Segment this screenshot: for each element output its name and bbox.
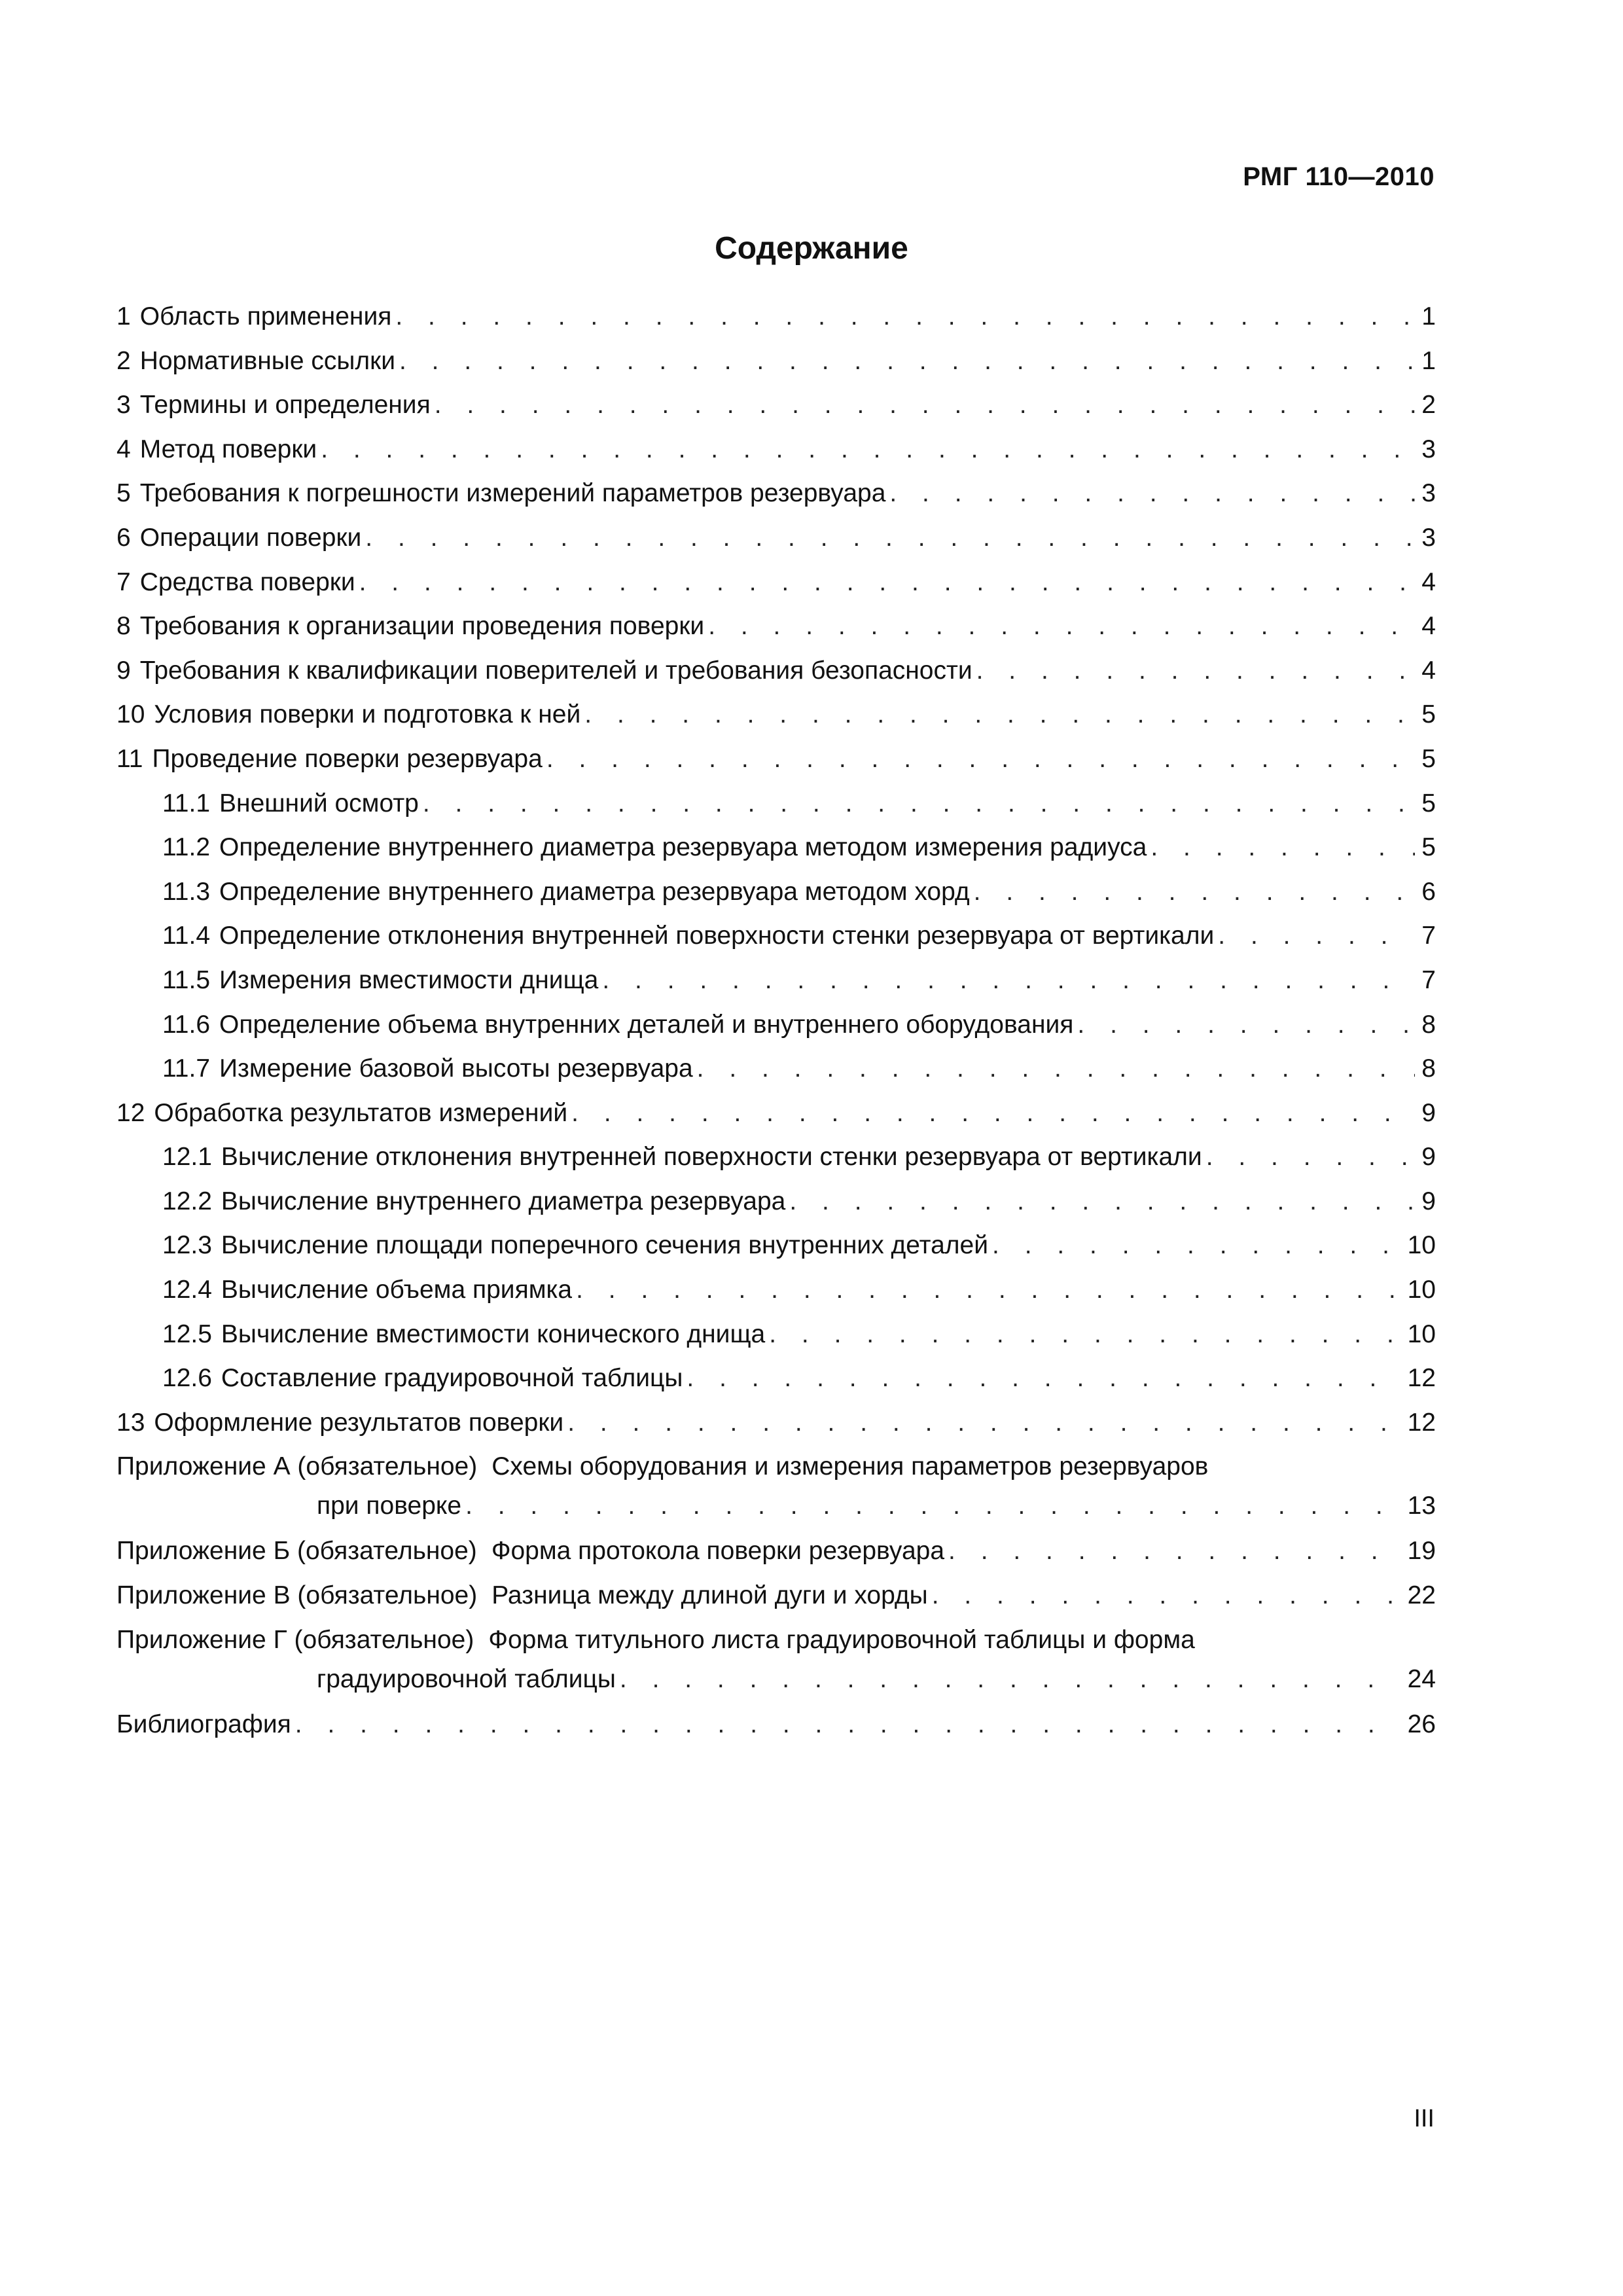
toc-entry-page: 6 bbox=[1421, 877, 1436, 906]
toc-entry[interactable] bbox=[116, 1011, 1436, 1055]
toc-leader-dots bbox=[465, 1492, 1401, 1520]
toc-leader-dots bbox=[687, 1364, 1400, 1393]
toc-entry-page: 12 bbox=[1407, 1364, 1436, 1393]
toc-entry[interactable] bbox=[116, 1408, 1436, 1453]
toc-entry[interactable] bbox=[116, 656, 1436, 701]
toc-entry[interactable] bbox=[116, 302, 1436, 347]
toc-entry-page: 1 bbox=[1421, 302, 1436, 331]
toc-entry-page: 12 bbox=[1407, 1408, 1436, 1437]
toc-entry-text: Средства поверки bbox=[139, 567, 355, 596]
toc-leader-dots bbox=[992, 1231, 1401, 1260]
toc-entry-text: Определение внутреннего диаметра резервуара методом измерения радиуса bbox=[219, 833, 1147, 862]
toc-entry-number: 13 bbox=[116, 1408, 145, 1437]
toc-entry-page: 22 bbox=[1407, 1581, 1436, 1610]
toc-entry-number: 5 bbox=[116, 479, 131, 508]
toc-entry-text: Внешний осмотр bbox=[219, 789, 419, 817]
toc-leader-dots bbox=[948, 1537, 1401, 1566]
annex-title-line1: Разница между длиной дуги и хорды bbox=[491, 1581, 928, 1610]
toc-entry[interactable] bbox=[116, 391, 1436, 435]
toc-entry[interactable] bbox=[116, 1099, 1436, 1143]
toc-entry-page: 3 bbox=[1421, 479, 1436, 508]
table-of-contents bbox=[116, 302, 1436, 1754]
annex-title-line1: Форма протокола поверки резервуара bbox=[491, 1537, 945, 1566]
page-code: РМГ 110—2010 bbox=[1243, 162, 1435, 191]
toc-entry[interactable] bbox=[116, 568, 1436, 613]
annex-title-line2: градуировочной таблицы bbox=[317, 1664, 616, 1693]
toc-entry-page: 19 bbox=[1407, 1537, 1436, 1566]
toc-entry[interactable] bbox=[116, 1187, 1436, 1232]
toc-entry-number: 1 bbox=[116, 302, 131, 331]
toc-entry-number: 10 bbox=[116, 700, 145, 729]
toc-entry-number: 11.6 bbox=[162, 1010, 211, 1039]
toc-entry-page: 5 bbox=[1421, 744, 1436, 773]
toc-leader-dots bbox=[567, 1408, 1400, 1437]
toc-entry-text: Измерения вместимости днища bbox=[219, 965, 599, 994]
toc-entry[interactable] bbox=[116, 1143, 1436, 1187]
toc-entry-number: 12.2 bbox=[162, 1187, 212, 1215]
toc-leader-dots bbox=[1077, 1011, 1415, 1039]
toc-entry-text: Вычисление внутреннего диаметра резервуара bbox=[221, 1187, 786, 1215]
page-number: III bbox=[1414, 2105, 1435, 2132]
toc-leader-dots bbox=[584, 700, 1415, 729]
toc-entry[interactable] bbox=[116, 435, 1436, 480]
toc-entry[interactable] bbox=[116, 700, 1436, 745]
toc-entry-page: 10 bbox=[1407, 1276, 1436, 1304]
toc-entry-number: 11.7 bbox=[162, 1054, 211, 1083]
toc-leader-dots bbox=[365, 524, 1415, 552]
toc-entry-number: 12 bbox=[116, 1098, 145, 1127]
toc-entry-page: 7 bbox=[1421, 922, 1436, 950]
toc-entry-number: 7 bbox=[116, 567, 131, 596]
toc-entry-page: 13 bbox=[1407, 1492, 1436, 1520]
toc-entry[interactable] bbox=[116, 966, 1436, 1011]
toc-entry-page: 4 bbox=[1421, 567, 1436, 596]
toc-entry-text: Термины и определения bbox=[139, 391, 431, 420]
page-title: Содержание bbox=[715, 231, 908, 266]
annex-label: Приложение Г (обязательное) bbox=[116, 1625, 474, 1654]
toc-entry-text: Область применения bbox=[139, 302, 392, 331]
toc-annex-entry[interactable] bbox=[116, 1581, 1436, 1626]
toc-entry[interactable] bbox=[116, 878, 1436, 922]
toc-entry-text: Вычисление отклонения внутренней поверхности стенки резервуара от вертикали bbox=[221, 1143, 1202, 1172]
toc-entry-number: 8 bbox=[116, 612, 131, 641]
toc-annex-entry[interactable] bbox=[116, 1626, 1436, 1710]
toc-leader-dots bbox=[435, 391, 1416, 420]
toc-entry[interactable] bbox=[116, 1320, 1436, 1365]
toc-entry-number: 11 bbox=[116, 744, 143, 773]
toc-leader-dots bbox=[789, 1187, 1415, 1216]
toc-entry-bibliography[interactable] bbox=[116, 1710, 1436, 1755]
toc-entry-number: 6 bbox=[116, 523, 131, 552]
toc-leader-dots bbox=[932, 1581, 1401, 1610]
toc-leader-dots bbox=[769, 1320, 1400, 1349]
toc-entry-text: Определение внутреннего диаметра резервуара методом хорд bbox=[219, 877, 970, 906]
toc-leader-dots bbox=[889, 479, 1415, 508]
toc-leader-dots bbox=[602, 966, 1415, 995]
toc-entry-number: 11.1 bbox=[162, 789, 211, 817]
toc-leader-dots bbox=[974, 878, 1416, 906]
toc-entry-text: Вычисление объема приямка bbox=[221, 1276, 573, 1304]
toc-entry-text: Вычисление вместимости конического днища bbox=[221, 1319, 766, 1348]
toc-entry[interactable] bbox=[116, 524, 1436, 568]
toc-entry-number: 9 bbox=[116, 656, 131, 685]
toc-leader-dots bbox=[1218, 922, 1415, 950]
toc-entry-number: 12.1 bbox=[162, 1143, 212, 1172]
toc-leader-dots bbox=[620, 1665, 1401, 1694]
toc-entry-number: 11.2 bbox=[162, 833, 211, 862]
toc-leader-dots bbox=[359, 568, 1416, 597]
toc-entry[interactable] bbox=[116, 1276, 1436, 1320]
toc-entry[interactable] bbox=[116, 922, 1436, 966]
toc-entry-page: 2 bbox=[1421, 391, 1436, 420]
toc-entry-page: 3 bbox=[1421, 435, 1436, 463]
toc-entry-page: 10 bbox=[1407, 1231, 1436, 1260]
toc-entry-number: 4 bbox=[116, 435, 131, 463]
toc-leader-dots bbox=[571, 1099, 1415, 1128]
toc-entry-page: 3 bbox=[1421, 523, 1436, 552]
toc-entry[interactable] bbox=[116, 789, 1436, 834]
toc-entry[interactable] bbox=[116, 1364, 1436, 1408]
toc-annexes bbox=[116, 1452, 1436, 1710]
annex-label: Приложение Б (обязательное) bbox=[116, 1537, 477, 1566]
toc-entry-text: Вычисление площади поперечного сечения внутренних деталей bbox=[221, 1231, 989, 1260]
toc-entry-number: 12.4 bbox=[162, 1276, 212, 1304]
toc-entry[interactable] bbox=[116, 1231, 1436, 1276]
toc-entry-number: 2 bbox=[116, 346, 131, 375]
toc-entry-text: Измерение базовой высоты резервуара bbox=[219, 1054, 693, 1083]
toc-entry-text: Операции поверки bbox=[139, 523, 362, 552]
toc-leader-dots bbox=[708, 612, 1415, 641]
toc-leader-dots bbox=[1150, 833, 1415, 862]
toc-entry-text: Определение объема внутренних деталей и внутреннего оборудования bbox=[219, 1010, 1074, 1039]
toc-entry-page: 5 bbox=[1421, 789, 1436, 817]
annex-title-line1: Схемы оборудования и измерения параметров резервуаров bbox=[491, 1452, 1209, 1481]
toc-annex-entry[interactable] bbox=[116, 1537, 1436, 1581]
toc-entry-text: Обработка результатов измерений bbox=[154, 1098, 568, 1127]
toc-entry-number: 12.5 bbox=[162, 1319, 212, 1348]
toc-leader-dots bbox=[697, 1054, 1416, 1083]
toc-entry-page: 9 bbox=[1421, 1187, 1436, 1215]
toc-entry-page: 26 bbox=[1407, 1710, 1436, 1738]
toc-entry-page: 8 bbox=[1421, 1010, 1436, 1039]
toc-entry-page: 8 bbox=[1421, 1054, 1436, 1083]
toc-entry[interactable] bbox=[116, 1054, 1436, 1099]
toc-leader-dots bbox=[546, 745, 1415, 774]
toc-entry-number: 3 bbox=[116, 391, 131, 420]
toc-leader-dots bbox=[395, 302, 1415, 331]
toc-entry-number: 12.6 bbox=[162, 1364, 212, 1393]
toc-entry-text: Оформление результатов поверки bbox=[154, 1408, 564, 1437]
toc-entry[interactable] bbox=[116, 347, 1436, 391]
toc-entry-page: 24 bbox=[1407, 1664, 1436, 1693]
toc-entry[interactable] bbox=[116, 745, 1436, 789]
toc-leader-dots bbox=[1206, 1143, 1416, 1172]
toc-entry-number: 11.3 bbox=[162, 877, 211, 906]
toc-entry-page: 4 bbox=[1421, 612, 1436, 641]
annex-title-line2: при поверке bbox=[317, 1492, 462, 1520]
toc-entry-text: Требования к квалификации поверителей и требования безопасности bbox=[139, 656, 972, 685]
toc-entry-text: Требования к организации проведения поверки bbox=[139, 612, 705, 641]
toc-entry-text: Проведение поверки резервуара bbox=[152, 744, 543, 773]
toc-leader-dots bbox=[295, 1710, 1401, 1739]
toc-leader-dots bbox=[423, 789, 1415, 818]
toc-entry-text: Нормативные ссылки bbox=[139, 346, 395, 375]
toc-entry-number: 12.3 bbox=[162, 1231, 212, 1260]
toc-annex-entry[interactable] bbox=[116, 1452, 1436, 1537]
toc-leader-dots bbox=[976, 656, 1416, 685]
annex-label: Приложение А (обязательное) bbox=[116, 1452, 478, 1481]
toc-entry[interactable] bbox=[116, 833, 1436, 878]
toc-entry-text: Библиография bbox=[116, 1710, 291, 1738]
toc-entry-text: Требования к погрешности измерений параметров резервуара bbox=[139, 479, 886, 508]
toc-entry-page: 9 bbox=[1421, 1098, 1436, 1127]
annex-label: Приложение В (обязательное) bbox=[116, 1581, 478, 1610]
toc-entry-page: 1 bbox=[1421, 346, 1436, 375]
toc-entry-text: Условия поверки и подготовка к ней bbox=[154, 700, 581, 729]
toc-entry[interactable] bbox=[116, 612, 1436, 656]
toc-entry-number: 11.5 bbox=[162, 965, 211, 994]
toc-entry-number: 11.4 bbox=[162, 922, 211, 950]
toc-entry-page: 5 bbox=[1421, 700, 1436, 729]
toc-entry-page: 9 bbox=[1421, 1143, 1436, 1172]
toc-entry-page: 5 bbox=[1421, 833, 1436, 862]
toc-entry-text: Метод поверки bbox=[139, 435, 317, 463]
toc-entry-page: 7 bbox=[1421, 965, 1436, 994]
toc-entry-text: Составление градуировочной таблицы bbox=[221, 1364, 683, 1393]
toc-entry[interactable] bbox=[116, 479, 1436, 524]
toc-entry-page: 4 bbox=[1421, 656, 1436, 685]
toc-entry-page: 10 bbox=[1407, 1319, 1436, 1348]
toc-leader-dots bbox=[321, 435, 1415, 464]
toc-leader-dots bbox=[576, 1276, 1400, 1304]
toc-entry-text: Определение отклонения внутренней поверхности стенки резервуара от вертикали bbox=[219, 922, 1215, 950]
toc-sections bbox=[116, 302, 1436, 1452]
annex-title-line1: Форма титульного листа градуировочной таблицы и форма bbox=[488, 1625, 1195, 1654]
toc-leader-dots bbox=[399, 347, 1415, 376]
